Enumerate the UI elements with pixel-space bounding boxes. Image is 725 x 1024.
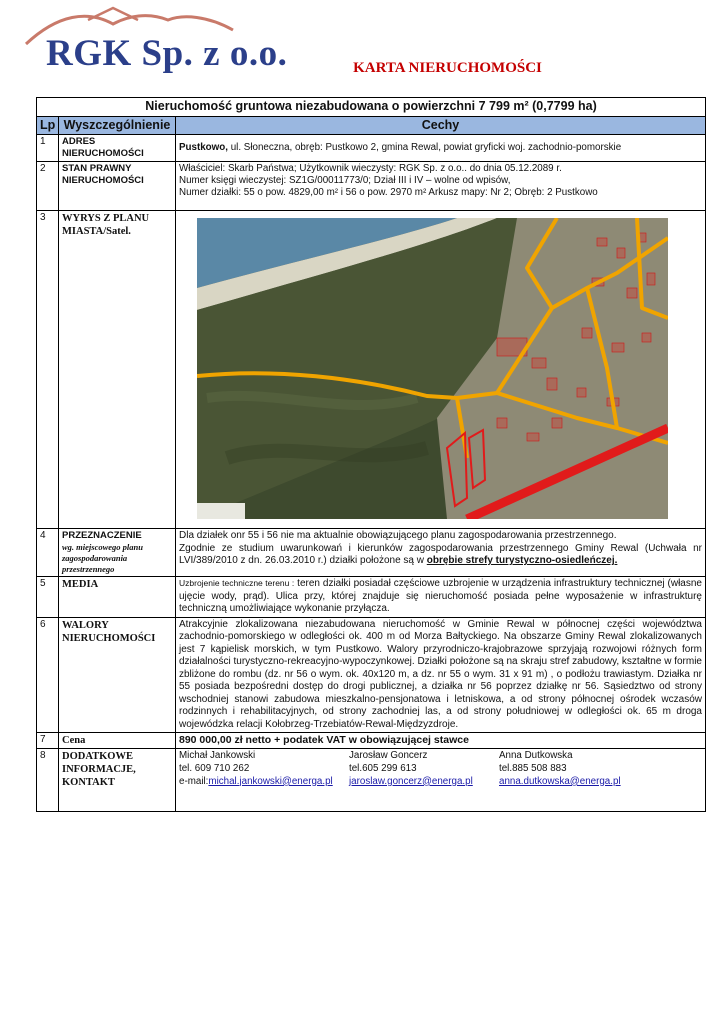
zoning-line-2: Zgodnie ze studium uwarunkowań i kierunków zagospodarowania przestrzennego Gminy Rewal (Uchwała nr LVI/389/2010 z dn. 26.03.2010 r.) działki położone są w bbox=[179, 542, 702, 566]
row-number: 3 bbox=[37, 211, 59, 529]
company-logo bbox=[18, 6, 288, 74]
contacts-grid bbox=[179, 750, 702, 788]
row-label: STAN PRAWNY NIERUCHOMOŚCI bbox=[59, 162, 176, 211]
row-label: Cena bbox=[59, 733, 176, 749]
media-text: teren działki posiadał częściowe uzbrojenie w urządzenia infrastruktury technicznej (własne ujęcie wody, prąd). Ulica przy, której znajduje się nieruchomość posiada pełne wyposażenie w infrastrukturę techniczną umożliwiające wykonanie przyłącza. bbox=[179, 578, 702, 615]
property-advantages-value: Atrakcyjnie zlokalizowana niezabudowana nieruchomość w Gminie Rewal w północnej części województwa zachodnio-pomorskiego w odległości ok. 400 m od Morza Bałtyckiego. Na obszarze Gminy Rewal zlokalizowanych jest 7 kąpielisk morskich, w tym Pustkowo. Walory przyrodniczo-krajobrazowe sprzyjają rozwojowi różnych form działalności turystyczno-rekreacyjno-wypoczynkowej. Działki położone są na skraju stref zabudowy, kształtne w formie zbliżone do rombu (dz. nr 56 o wym. ok. 40x120 m, a dz. nr 55 o wym. 31 x 91 m) , o podłożu trawiastym. Działka nr 55 posiada bezpośredni dostęp do drogi publicznej, a działka nr 56 poprzez działkę nr 56. Sąsiedztwo od strony wschodniej stanowi zabudowa mieszkalno-pensjonatowa i letniskowa, a od strony północnej ośrodek wczasów rodzinnych i rehabilitacyjnych, od strony zachodniej las, a od strony południowej w odległości ok. 65 m droga wojewódzka relacji Kołobrzeg-Trzebiatów-Rewal-Międzyzdroje. bbox=[176, 617, 706, 733]
property-card-table bbox=[36, 97, 706, 812]
table-row bbox=[37, 529, 706, 577]
media-lead: Uzbrojenie techniczne terenu : bbox=[179, 578, 295, 589]
plot-numbers-line: Numer działki: 55 o pow. 4829,00 m² i 56 o pow. 2970 m² Arkusz mapy: Nr 2; Obręb: 2 Pustkowo bbox=[179, 187, 598, 199]
owner-line: Właściciel: Skarb Państwa; Użytkownik wieczysty: RGK Sp. z o.o.. do dnia 05.12.2089 r. bbox=[179, 163, 562, 174]
map-cell bbox=[176, 211, 706, 529]
row-number: 6 bbox=[37, 617, 59, 733]
col-header-features: Cechy bbox=[176, 116, 706, 135]
media-value bbox=[176, 577, 706, 618]
row-sublabel: wg. miejscowego planu zagospodarowania przestrzennego bbox=[62, 541, 143, 574]
row-label: WALORY NIERUCHOMOŚCI bbox=[59, 617, 176, 733]
zoning-emphasis: obrębie strefy turystyczno-osiedleńczej. bbox=[426, 555, 618, 566]
logo-text: RGK Sp. z o.o. bbox=[46, 33, 288, 74]
table-row bbox=[37, 617, 706, 733]
address-rest: ul. Słoneczna, obręb: Pustkowo 2, gmina Rewal, powiat gryficki woj. zachodnio-pomorskie bbox=[228, 142, 622, 153]
address-town: Pustkowo, bbox=[179, 142, 228, 153]
row-number: 8 bbox=[37, 749, 59, 812]
row-number: 4 bbox=[37, 529, 59, 577]
table-row bbox=[37, 733, 706, 749]
email-link-jankowski[interactable]: michal.jankowski@energa.pl bbox=[208, 775, 333, 787]
contact-name: Anna Dutkowska bbox=[499, 750, 573, 762]
contact-name: Michał Jankowski bbox=[179, 750, 256, 762]
row-label: PRZEZNACZENIE bbox=[62, 530, 142, 541]
address-value bbox=[176, 135, 706, 162]
table-row bbox=[37, 162, 706, 211]
contact-phone: tel.605 299 613 bbox=[349, 762, 417, 774]
legal-status-value bbox=[176, 162, 706, 211]
row-label-cell bbox=[59, 529, 176, 577]
contacts-cell bbox=[176, 749, 706, 812]
satellite-map-image bbox=[197, 218, 668, 519]
row-number: 5 bbox=[37, 577, 59, 618]
contact-email-wrap bbox=[349, 776, 499, 789]
table-row bbox=[37, 749, 706, 812]
row-label: DODATKOWE INFORMACJE, KONTAKT bbox=[59, 749, 176, 812]
document-title: KARTA NIERUCHOMOŚCI bbox=[353, 60, 542, 76]
row-number: 7 bbox=[37, 733, 59, 749]
contact-email-wrap bbox=[499, 776, 629, 789]
contact-phone: tel. 609 710 262 bbox=[179, 762, 250, 774]
land-register-line: Numer księgi wieczystej: SZ1G/00011773/0; Dział III i IV – wolne od wpisów, bbox=[179, 175, 511, 187]
col-header-spec: Wyszczególnienie bbox=[59, 116, 176, 135]
price-value: 890 000,00 zł netto + podatek VAT w obowiązującej stawce bbox=[176, 733, 706, 749]
row-label: WYRYS Z PLANU MIASTA/Satel. bbox=[59, 211, 176, 529]
contact-email-wrap bbox=[179, 776, 349, 789]
row-label: ADRES NIERUCHOMOŚCI bbox=[59, 135, 176, 162]
zoning-value bbox=[176, 529, 706, 577]
row-number: 2 bbox=[37, 162, 59, 211]
email-prefix: e-mail: bbox=[179, 775, 209, 787]
email-link-goncerz[interactable]: jaroslaw.goncerz@energa.pl bbox=[349, 775, 473, 787]
zoning-line-1: Dla działek onr 55 i 56 nie ma aktualnie obowiązującego planu zagospodarowania przestrzennego. bbox=[179, 530, 617, 541]
table-row bbox=[37, 577, 706, 618]
row-number: 1 bbox=[37, 135, 59, 162]
email-link-dutkowska[interactable]: anna.dutkowska@energa.pl bbox=[499, 775, 621, 787]
contact-name: Jarosław Goncerz bbox=[349, 750, 428, 762]
table-header-title: Nieruchomość gruntowa niezabudowana o powierzchni 7 799 m² (0,7799 ha) bbox=[37, 98, 706, 117]
col-header-lp: Lp bbox=[37, 116, 59, 135]
row-label: MEDIA bbox=[59, 577, 176, 618]
table-row bbox=[37, 135, 706, 162]
column-header-row bbox=[37, 116, 706, 135]
contact-phone: tel.885 508 883 bbox=[499, 762, 567, 774]
table-row bbox=[37, 211, 706, 529]
